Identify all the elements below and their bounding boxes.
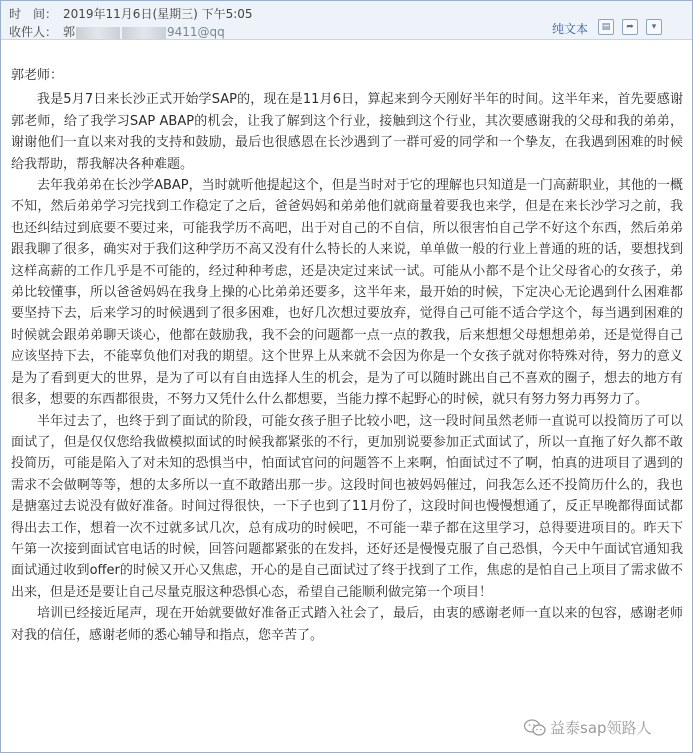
redacted-block [76, 27, 120, 39]
watermark-text: 益泰sap领路人 [550, 719, 652, 737]
recipient-label: 收件人： [9, 25, 58, 39]
paragraph: 半年过去了，也终于到了面试的阶段，可能女孩子胆子比较小吧，这一段时间虽然老师一直说可以投简历了可以面试了，但是仅仅您给我做模拟面试的时候我都紧张的不行，更加别说要参加正式面试了，所以一直拖了好久都不敢投简历，可能是陷入了对未知的恐惧当中，怕面试官问的问题答不上来啊，怕面试过不了啊，怕真的进项目了遇到的需求不会做啊等等，想的太多所以一直不敢踏出那一步。这段时间也被妈妈催过，问我怎么还不投简历什么的，我也是搪塞过去说没有做好准备。时间过得很快，一下子也到了11月份了，这段时间也慢慢想通了，反正早晚都得面试都得出去工作，想着一次不过就多试几次，总有成功的时候吧，不可能一辈子都在这里学习，总得要进项目的。昨天下午第一次接到面试官电话的时候，回答问题都紧张的在发抖，还好还是慢慢克服了自己恐惧，今天中午面试官通知我面试通过收到offer的时候又开心又焦虑，开心的是自己面试过了终于找到了工作，焦虑的是怕自己上项目了需求做不出来，但是还是要让自己尽量克服这种恐惧心态，希望自己能顺利做完第一个项目！ [11, 413, 683, 600]
email-body [11, 65, 683, 646]
time-value: 2019年11月6日(星期三) 下午5:05 [63, 7, 253, 21]
email-header [1, 1, 692, 40]
wechat-icon [524, 719, 546, 737]
time-row [9, 5, 253, 22]
recipient-fragment[interactable]: 9411@qq [167, 25, 225, 39]
redacted-block [122, 27, 166, 39]
recipient-row [9, 23, 225, 40]
more-icon[interactable]: ▾ [646, 19, 662, 35]
header-toolbar [598, 19, 662, 35]
print-icon[interactable]: ▤ [598, 19, 614, 35]
paragraph: 我是5月7日来长沙正式开始学SAP的，现在是11月6日，算起来到今天刚好半年的时间。这半年来，首先要感谢郭老师，给了我学习SAP ABAP的机会，让我了解到这个行业，接触到这个行业，其次要感谢我的父母和我的弟弟，谢谢他们一直以来对我的支持和鼓励，最后也很感恩在长沙遇到了一群可爱的同学和一个挚友，在我遇到困难的时候给我帮助，帮我解决各种难题。 [11, 92, 683, 172]
plain-text-button[interactable]: 纯文本 [552, 22, 589, 36]
forward-icon[interactable]: ➦ [622, 19, 638, 35]
watermark [524, 717, 652, 738]
greeting: 郭老师： [11, 68, 64, 83]
recipient-prefix: 郭 [63, 25, 76, 39]
paragraph: 去年我弟弟在长沙学ABAP，当时就听他提起这个，但是当时对于它的理解也只知道是一门高薪职业，其他的一概不知，然后弟弟学习完找到工作稳定了之后，爸爸妈妈和弟弟他们就商量着要我也来学，但是在来长沙学习之前，我也还纠结过到底要不要过来，可能我学历不高吧，出于对自己的不自信，所以很害怕自己学不好这个东西，然后弟弟跟我聊了很多，确实对于我们这种学历不高又没有什么特长的人来说，单单做一般的行业上普通的班的话，要想找到这样高薪的工作几乎是不可能的，经过种种考虑，还是决定过来试一试。可能从小都不是个让父母省心的女孩子，弟弟比较懂事，所以爸爸妈妈在我身上操的心比弟弟还要多，这半年来，最开始的时候，下定决心无论遇到什么困难都要坚持下去，后来学习的时候遇到了很多困难，也好几次想过要放弃，觉得自己可能不适合学这个，每当遇到困难的时候就会跟弟弟聊天谈心，他都在鼓励我，我不会的问题都一点一点的教我，后来想想父母想想弟弟，还是觉得自己应该坚持下去，不能辜负他们对我的期望。这个世界上从来就不会因为你是一个女孩子就对你特殊对待，努力的意义是为了看到更大的世界，是为了可以有自由选择人生的机会，是为了可以随时跳出自己不喜欢的圈子，想去的地方有很多，想要的东西都很贵，不努力又凭什么什么都想要，当能力撑不起野心的时候，就只有努力努力再努力了。 [11, 178, 683, 408]
paragraph: 培训已经接近尾声，现在开始就要做好准备正式踏入社会了，最后，由衷的感谢老师一直以来的包容，感谢老师对我的信任，感谢老师的悉心辅导和指点，您辛苦了。 [11, 606, 683, 643]
time-label: 时 间： [9, 7, 58, 21]
